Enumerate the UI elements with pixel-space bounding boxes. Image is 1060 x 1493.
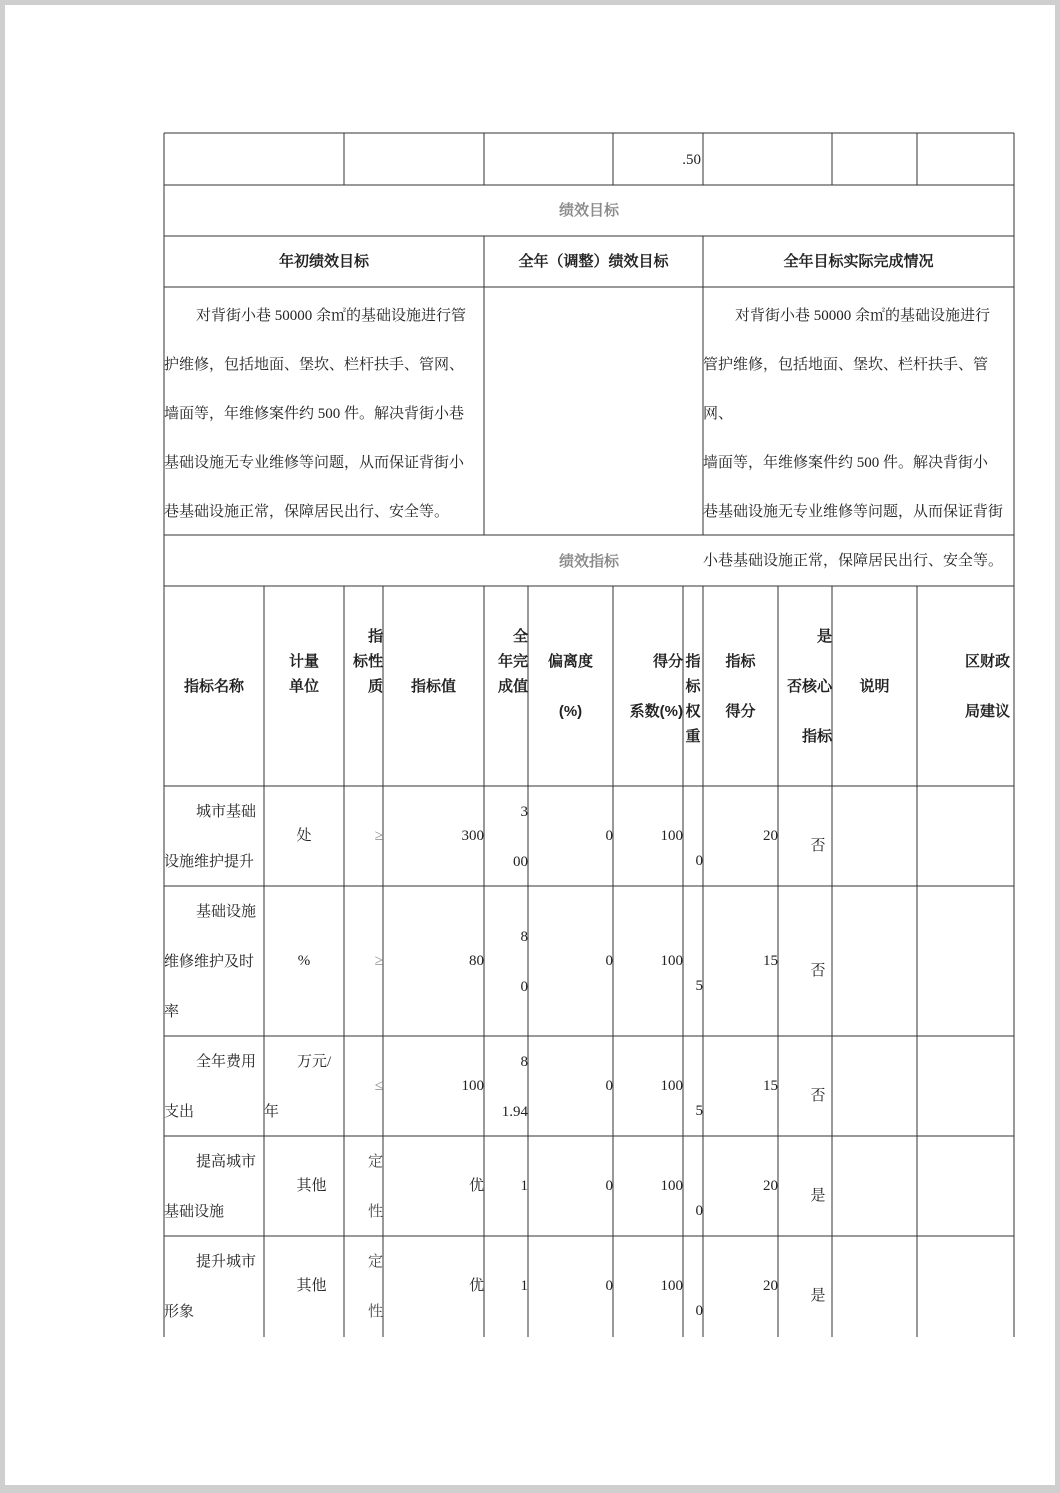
col-header-score: 指标 得分 (725, 653, 756, 720)
row-unit: % (297, 953, 311, 969)
col-header-actual: 全 年完 成值 (497, 628, 528, 695)
row-score: 15 (763, 953, 778, 969)
goal-initial-text: 对背街小巷 50000 余㎡的基础设施进行管 护维修，包括地面、堡坎、栏杆扶手、管网、 墙面等，年维修案件约 500 件。解决背街小巷 基础设施无专业维修等问题，从而保证背街小 巷基础设施正常，保障居民出行、安全等。 (164, 308, 467, 520)
row-deviation: 0 (605, 953, 613, 969)
row-actual: 8 0 (520, 929, 528, 995)
row-coef: 100 (660, 1178, 683, 1194)
goal-header-actual: 全年目标实际完成情况 (783, 253, 934, 270)
row-actual: 1 (520, 1178, 528, 1194)
row-target: 300 (461, 828, 484, 844)
row-score: 20 (763, 828, 778, 844)
row-weight: 0 (695, 1303, 703, 1319)
row-nature: ≥ (374, 953, 383, 969)
row-target: 100 (461, 1078, 484, 1094)
col-header-unit: 计量 单位 (288, 653, 319, 695)
row-deviation: 0 (605, 828, 613, 844)
row-core: 是 (810, 1188, 826, 1204)
goal-actual-text: 对背街小巷 50000 余㎡的基础设施进行 管护维修，包括地面、堡坎、栏杆扶手、管网、 墙面等，年维修案件约 500 件。解决背街小 巷基础设施无专业维修等问题，从而保证背街 小巷基础设施正常，保障居民出行、安全等。 (703, 308, 1004, 569)
row-weight: 0 (695, 853, 703, 869)
row-nature: ≥ (374, 828, 383, 844)
row-score: 20 (763, 1278, 778, 1294)
row-core: 否 (810, 838, 826, 854)
row-nature: 定 性 (367, 1254, 383, 1320)
col-header-coef: 得分 系数(%) (629, 653, 683, 720)
col-header-nature: 指 标性 质 (352, 628, 383, 695)
row-name: 城市基础 设施维护提升 (164, 804, 257, 870)
row-nature: ≤ (374, 1078, 383, 1094)
row-target: 优 (468, 1178, 484, 1194)
goal-header-adjusted: 全年（调整）绩效目标 (518, 253, 669, 270)
goal-header-initial: 年初绩效目标 (278, 253, 369, 270)
col-header-note: 说明 (859, 678, 890, 695)
row-score: 20 (763, 1178, 778, 1194)
row-coef: 100 (660, 828, 683, 844)
row-weight: 5 (695, 978, 703, 994)
row-score: 15 (763, 1078, 778, 1094)
row-coef: 100 (660, 1278, 683, 1294)
col-header-target: 指标值 (410, 678, 456, 695)
row-name: 提升城市 形象 (164, 1254, 257, 1320)
row-target: 80 (469, 953, 484, 969)
row-target: 优 (468, 1278, 484, 1294)
row-name: 提高城市 基础设施 (164, 1154, 257, 1220)
col-header-advice: 区财政 局建议 (964, 653, 1010, 720)
row-core: 否 (810, 963, 826, 979)
row-coef: 100 (660, 953, 683, 969)
row-unit: 处 (296, 828, 312, 844)
col-header-name: 指标名称 (183, 678, 244, 695)
section-title-goals: 绩效目标 (558, 202, 619, 219)
table-grid (5, 5, 1055, 1485)
row-weight: 5 (695, 1103, 703, 1119)
row-actual: 3 00 (513, 804, 528, 870)
row-deviation: 0 (605, 1178, 613, 1194)
row-deviation: 0 (605, 1078, 613, 1094)
row-unit: 其他 (296, 1178, 327, 1194)
document-page (5, 5, 1055, 1485)
row-core: 否 (810, 1088, 826, 1104)
row-core: 是 (810, 1288, 826, 1304)
row-nature: 定 性 (367, 1154, 383, 1220)
row-actual: 1 (520, 1278, 528, 1294)
section-title-indicators: 绩效指标 (558, 553, 619, 570)
top-row-value: .50 (682, 152, 701, 168)
row-name: 全年费用 支出 (164, 1054, 257, 1120)
row-deviation: 0 (605, 1278, 613, 1294)
row-unit: 万元/ 年 (264, 1054, 332, 1120)
col-header-weight: 指 标 权 重 (685, 653, 701, 745)
col-header-deviation: 偏离度 (%) (547, 653, 593, 720)
row-actual: 8 1.94 (501, 1054, 528, 1120)
row-name: 基础设施 维修维护及时 率 (164, 904, 257, 1020)
row-weight: 0 (695, 1203, 703, 1219)
row-coef: 100 (660, 1078, 683, 1094)
row-unit: 其他 (296, 1278, 327, 1294)
col-header-core: 是 否核心 指标 (786, 628, 832, 745)
